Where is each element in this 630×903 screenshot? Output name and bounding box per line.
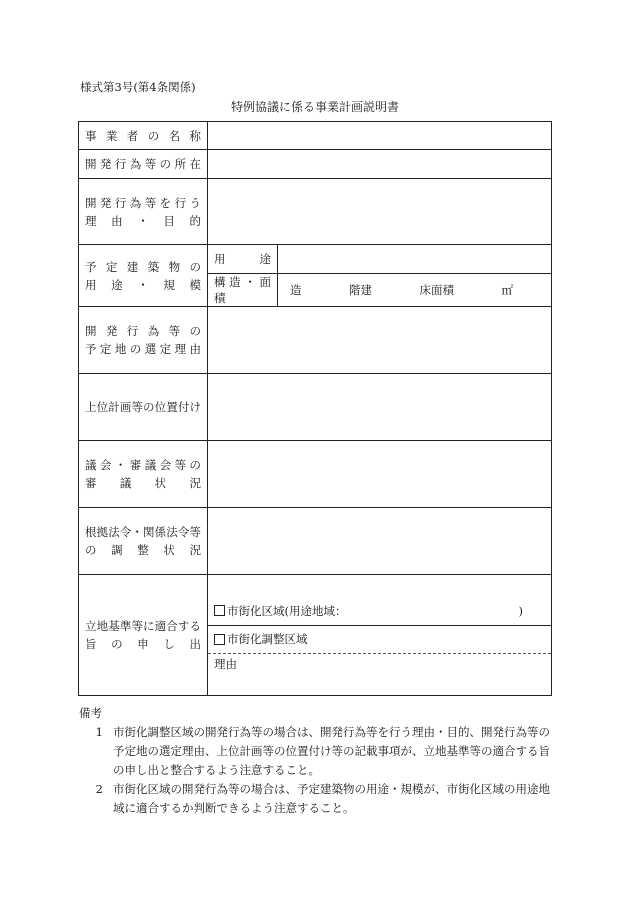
form-number: 様式第3号(第4条関係) [80, 80, 196, 94]
label-planned-building: 予定建築物の 用途・規模 [79, 245, 208, 307]
legal-adjustment-field[interactable] [208, 508, 552, 575]
note-item [79, 723, 559, 780]
label-dev-location: 開発行為等の所在 [79, 150, 208, 179]
label-dev-reason: 開発行為等を行う 理由・目的 [79, 179, 208, 245]
dev-reason-field[interactable] [208, 179, 552, 245]
square-meter-unit: ㎡ [501, 283, 513, 297]
urbanization-control-label: 市街化調整区域 [227, 632, 308, 646]
urbanization-area-label: 市街化区域(用途地域： [227, 603, 347, 618]
business-name-field[interactable] [208, 122, 552, 150]
council-field[interactable] [208, 441, 552, 508]
usage-field[interactable] [278, 245, 552, 274]
reason-label: 理由 [214, 656, 237, 671]
plan-form-table [78, 121, 552, 696]
reason-area[interactable] [208, 654, 551, 674]
urbanization-area-checkbox[interactable] [214, 605, 225, 616]
note-text: 市街化調整区域の開発行為等の場合は、開発行為等を行う理由・目的、開発行為等の予定地の選定理由、上位計画等の位置付け等の記載事項が、立地基準等の適合する旨の申し出と整合するよう注意すること。 [113, 725, 550, 777]
structure-unit: 造 [290, 283, 302, 297]
site-selection-field[interactable] [208, 307, 552, 374]
notes-heading: 備考 [79, 706, 102, 720]
structure-area-field[interactable] [278, 274, 552, 307]
note-number: 1 [95, 725, 103, 739]
note-item [79, 780, 559, 818]
urbanization-control-row [208, 626, 551, 654]
floor-area-label: 床面積 [419, 283, 454, 297]
label-upper-plan: 上位計画等の位置付け [79, 374, 208, 441]
note-number: 2 [95, 782, 103, 796]
label-council: 議会・審議会等の 審議状況 [79, 441, 208, 508]
location-standard-field [208, 575, 552, 696]
label-business-name: 事業者の名称 [79, 122, 208, 150]
label-legal-adjustment: 根拠法令・関係法令等 の調整状況 [79, 508, 208, 575]
floors-unit: 階建 [349, 283, 372, 297]
upper-plan-field[interactable] [208, 374, 552, 441]
dev-location-field[interactable] [208, 150, 552, 179]
urbanization-control-checkbox[interactable] [214, 634, 225, 645]
label-location-standard: 立地基準等に適合する 旨の申し出 [79, 575, 208, 696]
label-usage: 用途 [208, 245, 278, 274]
close-paren: ) [518, 603, 523, 618]
notes-section [79, 704, 559, 818]
urbanization-area-row [208, 597, 551, 626]
note-text: 市街化区域の開発行為等の場合は、予定建築物の用途・規模が、市街化区域の用途地域に適合するか判断できるよう注意すること。 [113, 782, 550, 815]
label-site-selection: 開発行為等の 予定地の選定理由 [79, 307, 208, 374]
label-structure-area: 構造・面積 [208, 274, 278, 307]
document-title: 特例協議に係る事業計画説明書 [230, 100, 399, 114]
